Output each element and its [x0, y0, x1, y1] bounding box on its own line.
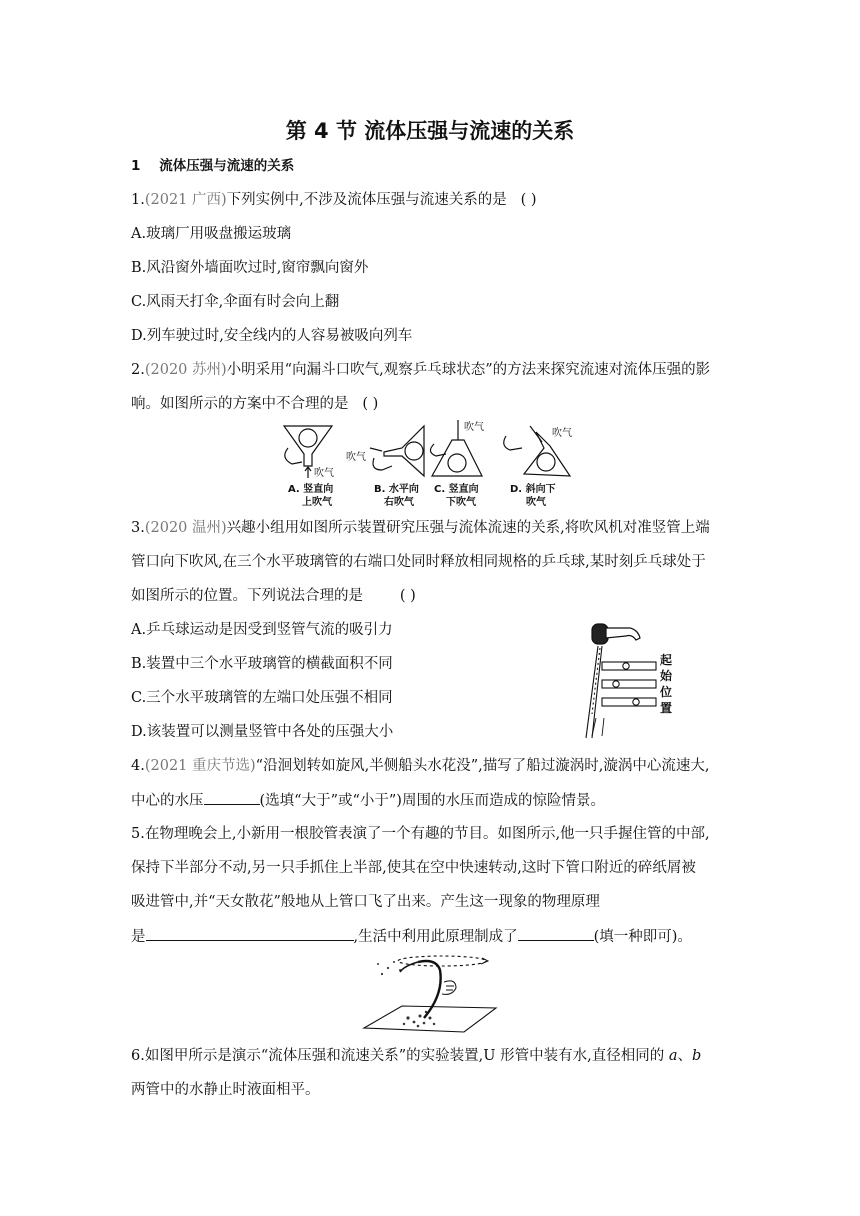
q5-stem-line2: 保持下半部分不动,另一只手抓住上半部,使其在空中快速转动,这时下管口附近的碎纸屑被 — [131, 860, 696, 876]
start-position-char-1: 起 — [660, 653, 673, 667]
q3-option-a: A.乒乓球运动是因受到竖管气流的吸引力 — [131, 622, 393, 638]
q6-var-a: a — [668, 1048, 678, 1064]
section-label: 流体压强与流速的关系 — [159, 158, 295, 174]
q5-stem-line4 — [131, 926, 692, 947]
q3-answer-paren: ( ) — [399, 588, 416, 604]
q4-source: (2021 重庆节选) — [144, 758, 256, 774]
section-number: 1 — [131, 158, 141, 174]
start-position-char-3: 位 — [660, 685, 673, 699]
q1-option-d: D.列车驶过时,安全线内的人容易被吸向列车 — [131, 328, 413, 344]
q2-text-line1: 小明采用“向漏斗口吹气,观察乒乓球状态”的方法来探究流速对流体压强的影 — [226, 362, 711, 378]
q5-text-line4a: 是 — [131, 929, 146, 945]
funnel-c-blow-label: 吹气 — [464, 422, 484, 433]
q5-text-line4b: ,生活中利用此原理制成了 — [353, 929, 518, 945]
funnel-a-blow-label: 吹气 — [314, 468, 334, 479]
q4-number: 4. — [131, 758, 145, 774]
start-position-char-4: 置 — [660, 701, 673, 715]
q3-stem-line2: 管口向下吹风,在三个水平玻璃管的右端口处同时释放相同规格的乒乓球,某时刻乒乓球处于 — [131, 554, 706, 570]
q2-number: 2. — [131, 362, 145, 378]
q3-text-line3: 如图所示的位置。下列说法合理的是 — [131, 588, 363, 604]
q6-stem-line2: 两管中的水静止时液面相平。 — [131, 1082, 320, 1098]
q6-stem-line1 — [131, 1046, 701, 1066]
q6-separator: 、 — [677, 1048, 692, 1064]
q5-stem-line3: 吸进管中,并“天女散花”般地从上管口飞了出来。产生这一现象的物理原理 — [131, 894, 600, 910]
q1-option-b: B.风沿窗外墙面吹过时,窗帘飘向窗外 — [131, 260, 369, 276]
q5-hose-figure — [360, 952, 500, 1034]
q3-option-c: C.三个水平玻璃管的左端口处压强不相同 — [131, 690, 393, 706]
start-position-char-2: 始 — [660, 669, 673, 683]
q3-text-line1: 兴趣小组用如图所示装置研究压强与流体流速的关系,将吹风机对准竖管上端 — [226, 520, 710, 536]
q2-answer-paren: ( ) — [362, 396, 379, 412]
q1-option-a: A.玻璃厂用吸盘搬运玻璃 — [131, 226, 292, 242]
q6-text-line1: 如图甲所示是演示“流体压强和流速关系”的实验装置,U 形管中装有水,直径相同的 — [144, 1048, 665, 1064]
vertical-tube — [586, 646, 602, 738]
q2-text-line2: 响。如图所示的方案中不合理的是 — [131, 396, 349, 412]
funnel-a-caption-2: 上吹气 — [302, 497, 332, 508]
funnel-b-caption-1: B. 水平向 — [374, 484, 419, 495]
hand — [442, 981, 456, 995]
q2-funnel-figure — [274, 418, 586, 510]
q3-source: (2020 温州) — [144, 520, 227, 536]
q4-text-line1: “沿洄划转如旋风,半侧船头水花没”,描写了船过漩涡时,漩涡中心流速大, — [255, 758, 710, 774]
q3-option-d: D.该装置可以测量竖管中各处的压强大小 — [131, 724, 394, 740]
q2-source: (2020 苏州) — [144, 362, 227, 378]
q1-stem — [131, 190, 537, 210]
q3-stem-line1 — [131, 518, 710, 538]
q3-stem-line3 — [131, 586, 416, 606]
funnel-d-caption-1: D. 斜向下 — [510, 484, 556, 495]
q4-text-line2b: (选填“大于”或“小于”)周围的水压而造成的惊险情景。 — [259, 793, 605, 809]
q5-text-line4c: (填一种即可)。 — [593, 929, 692, 945]
hose — [400, 961, 441, 1018]
q5-number: 5. — [131, 826, 145, 842]
q1-number: 1. — [131, 192, 145, 208]
funnel-d-caption-2: 吹气 — [526, 497, 546, 508]
q1-text: 下列实例中,不涉及流体压强与流速关系的是 — [226, 192, 507, 208]
q2-stem-line1 — [131, 360, 710, 380]
horizontal-tubes — [602, 662, 656, 706]
section-heading — [131, 156, 294, 176]
q5-text-line1: 在物理晚会上,小新用一根胶管表演了一个有趣的节目。如图所示,他一只手握住管的中部, — [144, 826, 710, 842]
q4-stem-line2 — [131, 790, 605, 811]
q4-stem-line1 — [131, 756, 709, 776]
q5-application-blank[interactable] — [518, 926, 594, 941]
q4-text-line2a: 中心的水压 — [131, 793, 204, 809]
q1-answer-paren: ( ) — [520, 192, 537, 208]
funnel-a-caption-1: A. 竖直向 — [288, 484, 334, 495]
page-title: 第 4 节 流体压强与流速的关系 — [285, 119, 575, 143]
funnel-b-caption-2: 右吹气 — [384, 497, 414, 508]
q2-stem-line2 — [131, 394, 378, 414]
q5-stem-line1 — [131, 824, 710, 844]
funnel-d-blow-label: 吹气 — [552, 428, 572, 439]
funnel-b-blow-label: 吹气 — [346, 452, 366, 463]
q6-number: 6. — [131, 1048, 145, 1064]
q3-number: 3. — [131, 520, 145, 536]
q4-answer-blank[interactable] — [204, 790, 260, 805]
q3-apparatus-figure — [578, 618, 678, 748]
q6-var-b: b — [691, 1048, 702, 1064]
q1-source: (2021 广西) — [144, 192, 227, 208]
q1-option-c: C.风雨天打伞,伞面有时会向上翻 — [131, 294, 340, 310]
funnel-c-caption-2: 下吹气 — [446, 497, 476, 508]
funnel-b-drawing — [370, 426, 424, 476]
q3-option-b: B.装置中三个水平玻璃管的横截面积不同 — [131, 656, 393, 672]
q5-principle-blank[interactable] — [146, 926, 354, 941]
funnel-c-caption-1: C. 竖直向 — [434, 484, 479, 495]
paper-scraps — [377, 961, 435, 1027]
hair-dryer — [592, 624, 640, 644]
